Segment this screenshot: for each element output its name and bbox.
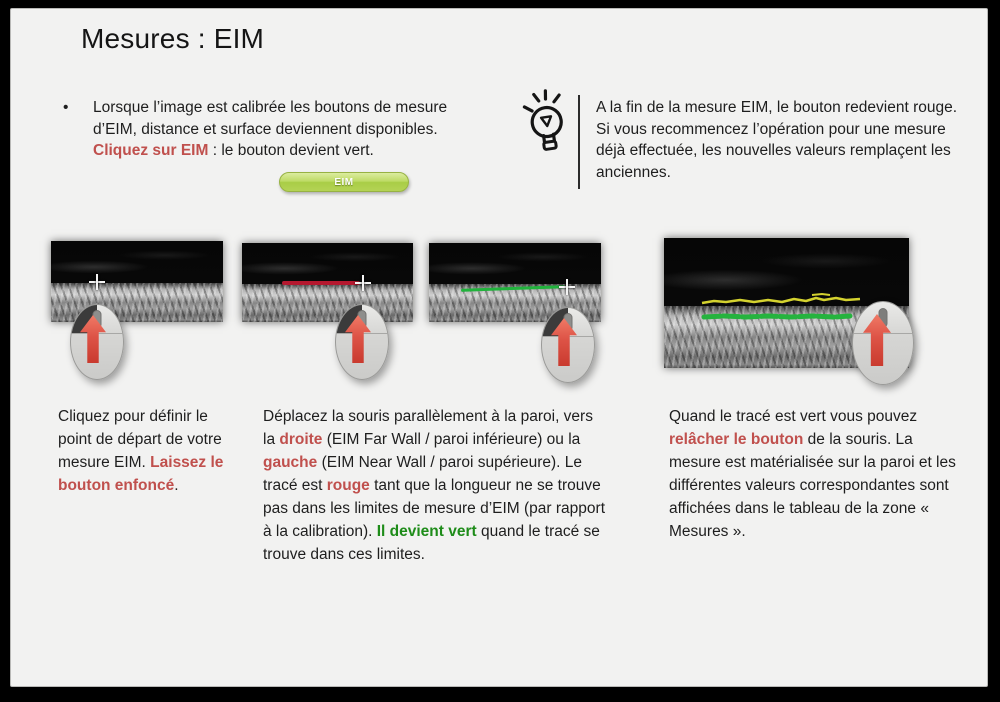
yellow-wall-trace — [702, 298, 860, 303]
green-wall-trace — [704, 316, 850, 317]
intro-text: Lorsque l’image est calibrée les boutons de mesure d’EIM, distance et surface deviennent disponibles. Cliquez sur EIM : le bouton devient vert. — [93, 99, 448, 159]
mouse-icon-button-released — [852, 301, 914, 385]
tip-divider-line — [578, 95, 580, 189]
step2-paragraph: Déplacez la souris parallèlement à la paroi, vers la droite (EIM Far Wall / paroi inférieure) ou la gauche (EIM Near Wall / paroi supérieure). Le tracé est rouge tant que la longueur ne se trouve pas dans les limites de mesure d’EIM (par rapport à la calibration). Il devient vert quand le tracé se trouve dans ces limites. — [263, 408, 606, 563]
page-title: Mesures : EIM — [81, 23, 265, 54]
lightbulb-icon — [519, 89, 575, 164]
red-measure-trace — [282, 281, 360, 285]
bullet-glyph: • — [63, 99, 69, 116]
ultrasound-thumbnail-red-trace — [242, 243, 413, 322]
mouse-icon-button-pressed — [70, 304, 124, 380]
crosshair-icon — [559, 279, 575, 295]
mouse-icon-button-pressed — [541, 307, 595, 383]
eim-button-illustration: EIM — [279, 172, 409, 192]
tip-paragraph: A la fin de la mesure EIM, le bouton redevient rouge. Si vous recommencez l’opération pour une mesure déjà effectuée, les nouvelles valeurs remplaçent les anciennes. — [596, 99, 958, 181]
step1-paragraph: Cliquez pour définir le point de départ de votre mesure EIM. Laissez le bouton enfoncé. — [58, 408, 224, 494]
crosshair-icon — [355, 275, 371, 291]
slide — [10, 8, 988, 687]
green-measure-trace — [461, 285, 565, 292]
intro-bullet-paragraph — [63, 97, 469, 162]
crosshair-icon — [89, 274, 105, 290]
step3-paragraph: Quand le tracé est vert vous pouvez relâcher le bouton de la souris. La mesure est matérialisée sur la paroi et les différentes valeurs correspondantes sont affichées dans le tableau de la zone « Mesures ». — [669, 408, 956, 540]
yellow-wall-trace-fragment — [812, 294, 830, 295]
mouse-icon-button-pressed — [335, 304, 389, 380]
